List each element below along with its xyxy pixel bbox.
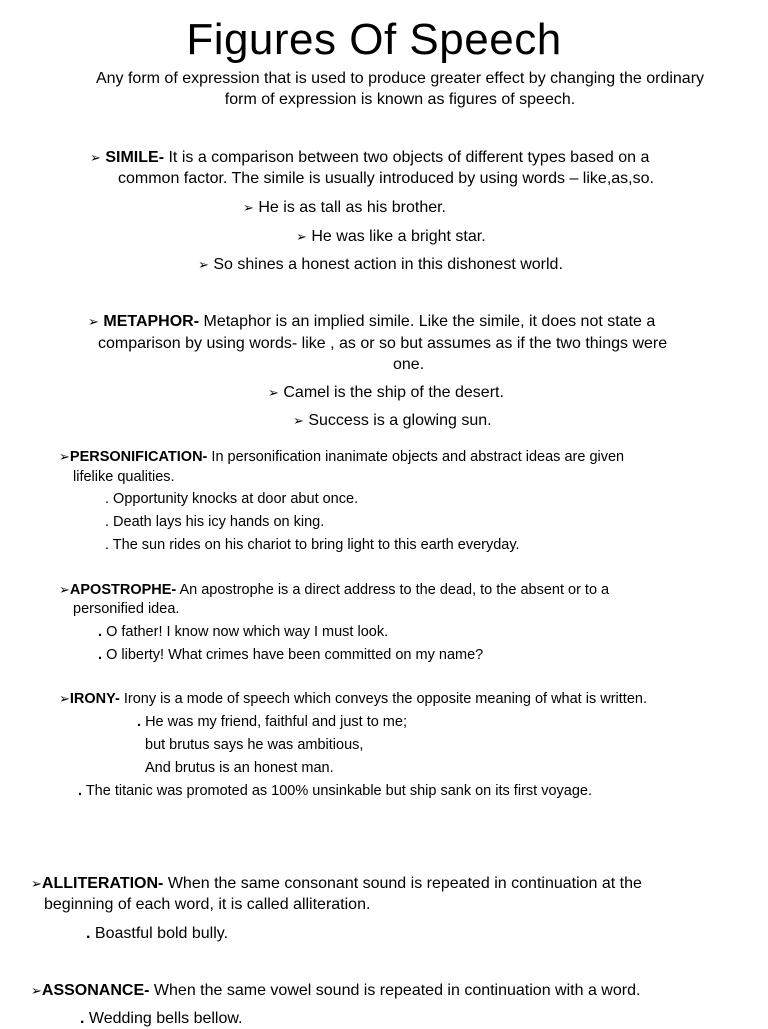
alliteration-heading-line bbox=[31, 873, 642, 894]
apostrophe-term: APOSTROPHE- bbox=[69, 582, 177, 598]
bullet-arrow-icon: ➢ bbox=[59, 449, 70, 464]
bullet-arrow-icon: ➢ bbox=[90, 150, 101, 165]
example-text: The titanic was promoted as 100% unsinkable but ship sank on its first voyage. bbox=[85, 783, 592, 799]
alliteration-example bbox=[86, 923, 228, 944]
example-text: Wedding bells bellow. bbox=[88, 1010, 243, 1027]
irony-heading-line bbox=[59, 689, 647, 709]
bullet-dot: . bbox=[78, 783, 83, 799]
personification-definition-line1: In personification inanimate objects and abstract ideas are given bbox=[207, 449, 625, 465]
personification-example: . Opportunity knocks at door abut once. bbox=[105, 491, 359, 507]
metaphor-definition-line2: comparison by using words- like , as or so but assumes as if the two things were bbox=[98, 335, 668, 352]
bullet-arrow-icon: ➢ bbox=[243, 200, 254, 215]
apostrophe-definition-line2: personified idea. bbox=[73, 601, 180, 617]
example-text: So shines a honest action in this dishonest world. bbox=[213, 256, 563, 273]
assonance-term: ASSONANCE- bbox=[41, 982, 150, 999]
bullet-dot: . bbox=[86, 925, 91, 942]
irony-example bbox=[137, 712, 407, 732]
example-text: Boastful bold bully. bbox=[94, 925, 229, 942]
assonance-definition-line1: When the same vowel sound is repeated in continuation with a word. bbox=[149, 982, 641, 999]
simile-definition-line2: common factor. The simile is usually introduced by using words – like,as,so. bbox=[118, 170, 654, 187]
simile-definition-line1: It is a comparison between two objects of different types based on a bbox=[164, 149, 650, 166]
example-text: He was my friend, faithful and just to me; bbox=[145, 714, 407, 730]
irony-definition-line1: Irony is a mode of speech which conveys the opposite meaning of what is written. bbox=[119, 691, 647, 707]
intro-paragraph: Any form of expression that is used to produce greater effect by changing the ordinary form of expression is known as figures of speech. bbox=[95, 70, 705, 108]
bullet-arrow-icon: ➢ bbox=[59, 582, 70, 597]
irony-example: And brutus is an honest man. bbox=[145, 760, 334, 776]
personification-example: . The sun rides on his chariot to bring light to this earth everyday. bbox=[105, 537, 520, 553]
apostrophe-definition-line1: An apostrophe is a direct address to the dead, to the absent or to a bbox=[176, 582, 610, 598]
personification-example: . Death lays his icy hands on king. bbox=[105, 514, 325, 530]
bullet-arrow-icon: ➢ bbox=[293, 413, 304, 428]
example-text: Success is a glowing sun. bbox=[308, 412, 492, 429]
personification-term: PERSONIFICATION- bbox=[69, 449, 208, 465]
page-title: Figures Of Speech bbox=[186, 15, 562, 64]
apostrophe-example bbox=[98, 622, 388, 642]
metaphor-example bbox=[268, 382, 504, 403]
irony-example bbox=[78, 781, 592, 801]
simile-heading-line bbox=[90, 147, 649, 168]
example-text: He was like a bright star. bbox=[311, 228, 486, 245]
bullet-dot: . bbox=[137, 714, 142, 730]
bullet-dot: . bbox=[98, 647, 103, 663]
bullet-dot: . bbox=[98, 624, 103, 640]
apostrophe-example bbox=[98, 645, 483, 665]
example-text: Camel is the ship of the desert. bbox=[283, 384, 504, 401]
metaphor-definition-line1: Metaphor is an implied simile. Like the simile, it does not state a bbox=[199, 313, 656, 330]
bullet-arrow-icon: ➢ bbox=[31, 876, 42, 891]
bullet-arrow-icon: ➢ bbox=[88, 314, 99, 329]
simile-term: SIMILE- bbox=[105, 149, 165, 166]
example-text: O liberty! What crimes have been committed on my name? bbox=[106, 647, 484, 663]
assonance-example bbox=[80, 1008, 242, 1029]
simile-example bbox=[198, 254, 563, 275]
metaphor-heading-line bbox=[88, 311, 655, 332]
bullet-dot: . bbox=[80, 1010, 85, 1027]
bullet-arrow-icon: ➢ bbox=[296, 229, 307, 244]
metaphor-term: METAPHOR- bbox=[103, 313, 200, 330]
example-text: O father! I know now which way I must look. bbox=[106, 624, 389, 640]
apostrophe-heading-line bbox=[59, 580, 609, 600]
irony-example: but brutus says he was ambitious, bbox=[145, 737, 364, 753]
bullet-arrow-icon: ➢ bbox=[31, 983, 42, 998]
metaphor-example bbox=[293, 410, 492, 431]
alliteration-term: ALLITERATION- bbox=[41, 875, 164, 892]
irony-term: IRONY- bbox=[69, 691, 120, 707]
simile-example bbox=[243, 197, 446, 218]
bullet-arrow-icon: ➢ bbox=[268, 385, 279, 400]
bullet-arrow-icon: ➢ bbox=[198, 257, 209, 272]
example-text: He is as tall as his brother. bbox=[258, 199, 446, 216]
simile-example bbox=[296, 226, 486, 247]
alliteration-definition-line2: beginning of each word, it is called alliteration. bbox=[44, 896, 371, 913]
metaphor-definition-line3: one. bbox=[393, 356, 425, 373]
personification-heading-line bbox=[59, 447, 624, 467]
bullet-arrow-icon: ➢ bbox=[59, 691, 70, 706]
personification-definition-line2: lifelike qualities. bbox=[73, 469, 175, 485]
alliteration-definition-line1: When the same consonant sound is repeated in continuation at the bbox=[163, 875, 642, 892]
assonance-heading-line bbox=[31, 980, 640, 1001]
